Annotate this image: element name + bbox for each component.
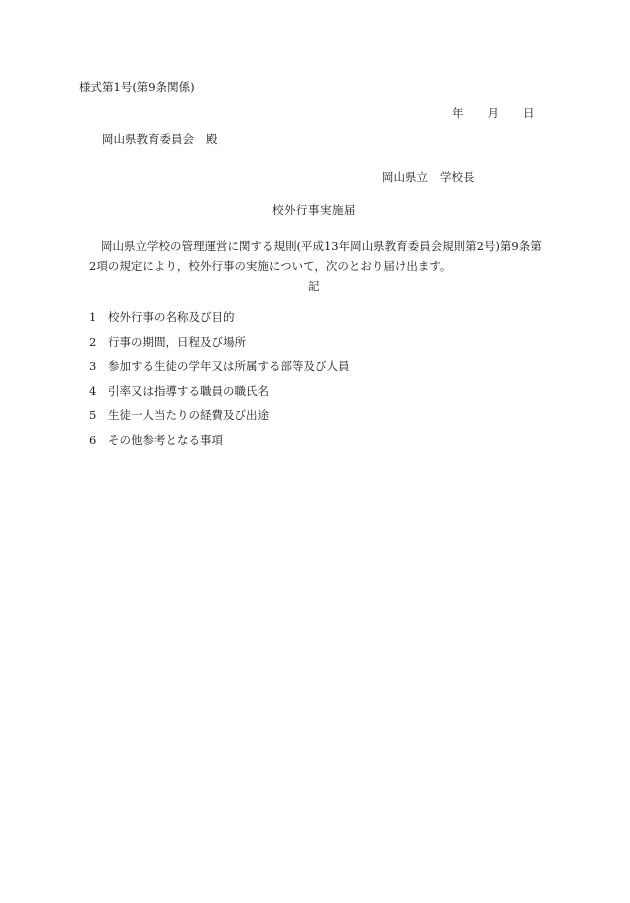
- list-item: [89, 432, 350, 460]
- sender-title: 学校長: [440, 170, 475, 184]
- item-list: [89, 312, 350, 459]
- date-line: [452, 108, 535, 120]
- addressee: [102, 134, 218, 146]
- item-number: 2: [89, 334, 97, 349]
- list-item: [89, 383, 350, 411]
- list-item: [89, 361, 350, 386]
- item-text: 校外行事の名称及び目的: [108, 310, 235, 324]
- addressee-name: 岡山県教育委員会: [102, 132, 194, 146]
- item-number: 1: [89, 310, 97, 324]
- item-text: 参加する生徒の学年又は所属する部等及び人員: [108, 359, 350, 373]
- list-item: [89, 410, 350, 435]
- item-number: 4: [89, 383, 97, 398]
- body-line: 2項の規定により，校外行事の実施について，次のとおり届け出ます。: [89, 259, 452, 273]
- date-year-label: 年: [452, 106, 464, 120]
- item-text: その他参考となる事項: [108, 432, 223, 447]
- body-paragraph: [79, 236, 559, 276]
- addressee-honorific: 殿: [206, 132, 218, 146]
- body-line: 岡山県立学校の管理運営に関する規則(平成13年岡山県教育委員会規則第2号)第9条第: [101, 239, 542, 253]
- document-title: 校外行事実施届: [272, 203, 356, 217]
- list-item: [89, 312, 350, 337]
- ki-heading: 記: [308, 279, 320, 293]
- item-text: 行事の期間，日程及び場所: [108, 334, 246, 349]
- sender-school-prefix: 岡山県立: [382, 170, 428, 184]
- item-text: 引率又は指導する職員の職氏名: [108, 383, 269, 398]
- item-text: 生徒一人当たりの経費及び出途: [108, 408, 269, 422]
- date-month-label: 月: [487, 106, 499, 120]
- sender: [382, 172, 475, 184]
- list-item: [89, 334, 350, 362]
- item-number: 5: [89, 408, 97, 422]
- item-number: 3: [89, 359, 97, 373]
- date-day-label: 日: [523, 106, 535, 120]
- form-number: 様式第1号(第9条関係): [79, 80, 195, 94]
- item-number: 6: [89, 432, 97, 447]
